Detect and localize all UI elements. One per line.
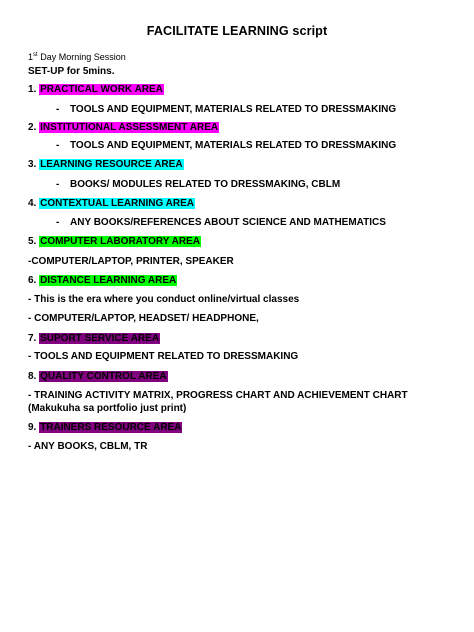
item-label: PRACTICAL WORK AREA [40,84,163,95]
item-number: 5. [28,236,40,247]
item-detail-text: BOOKS/ MODULES RELATED TO DRESSMAKING, CBLM [70,179,341,190]
dash-marker: - [56,140,60,151]
item-detail-text: TOOLS AND EQUIPMENT, MATERIALS RELATED TO DRESSMAKING [70,140,397,151]
item-number: 1. [28,84,40,95]
item-heading-9 [28,422,182,434]
item-heading-5 [28,236,201,248]
session-day: 1 [28,52,34,62]
item-number: 9. [28,422,40,433]
item-number: 7. [28,333,40,344]
item-heading-6 [28,275,177,287]
session-line [28,51,126,63]
item-heading-2 [28,122,219,134]
item-detail-6b: - COMPUTER/LAPTOP, HEADSET/ HEADPHONE, [28,313,259,324]
item-number: 3. [28,159,40,170]
dash-marker: - [56,104,60,115]
item-detail-8: - TRAINING ACTIVITY MATRIX, PROGRESS CHART AND ACHIEVEMENT CHART [28,390,408,401]
item-detail-1 [56,104,396,116]
item-detail-7: - TOOLS AND EQUIPMENT RELATED TO DRESSMAKING [28,351,299,362]
item-label: CONTEXTUAL LEARNING AREA [40,198,195,209]
item-detail-5: -COMPUTER/LAPTOP, PRINTER, SPEAKER [28,256,234,267]
item-heading-4 [28,198,195,210]
item-heading-8 [28,371,168,383]
item-heading-1 [28,84,164,96]
item-detail-4 [56,217,386,229]
item-number: 6. [28,275,40,286]
item-label: COMPUTER LABORATORY AREA [40,236,200,247]
item-label: QUALITY CONTROL AREA [40,371,167,382]
item-label: LEARNING RESOURCE AREA [40,159,183,170]
item-heading-3 [28,159,184,171]
item-detail-text: TOOLS AND EQUIPMENT, MATERIALS RELATED TO DRESSMAKING [70,104,397,115]
setup-line: SET-UP for 5mins. [28,66,115,77]
session-suffix: st [33,52,38,58]
item-number: 8. [28,371,40,382]
item-label: INSTITUTIONAL ASSESSMENT AREA [40,122,219,133]
item-label: DISTANCE LEARNING AREA [40,275,177,286]
dash-marker: - [56,217,60,228]
session-text: Day Morning Session [37,52,126,62]
item-number: 2. [28,122,40,133]
item-detail-2 [56,140,396,152]
item-detail-3 [56,179,340,191]
item-number: 4. [28,198,40,209]
item-detail-6: - This is the era where you conduct online/virtual classes [28,294,300,305]
document-title: FACILITATE LEARNING script [146,24,328,38]
dash-marker: - [56,179,60,190]
item-label: SUPORT SERVICE AREA [40,333,160,344]
item-label: TRAINERS RESOURCE AREA [40,422,182,433]
item-detail-8b: (Makukuha sa portfolio just print) [28,403,187,414]
item-heading-7 [28,333,160,345]
item-detail-text: ANY BOOKS/REFERENCES ABOUT SCIENCE AND MATHEMATICS [70,217,386,228]
item-detail-9: - ANY BOOKS, CBLM, TR [28,441,148,452]
